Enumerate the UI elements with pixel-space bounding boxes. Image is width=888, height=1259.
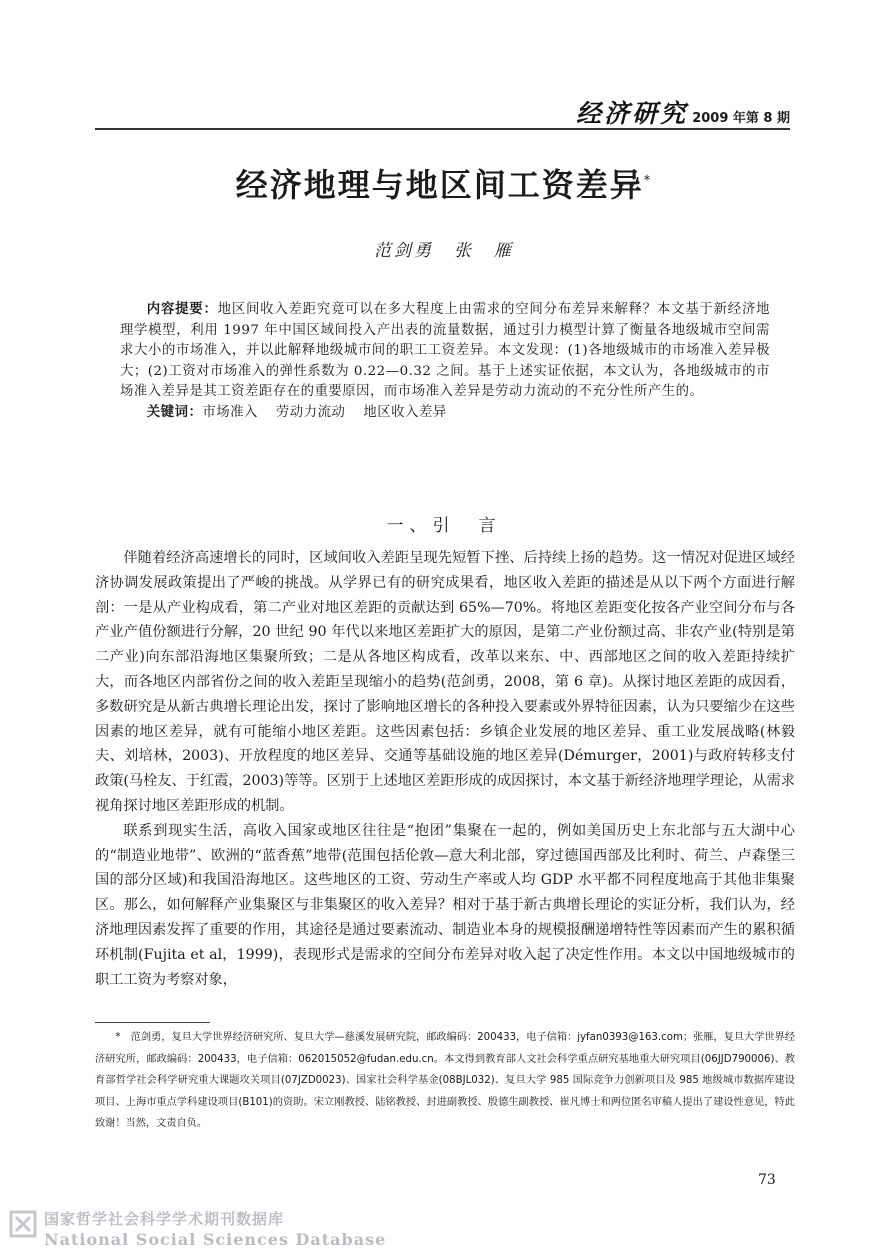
header-divider <box>95 128 790 130</box>
body-paragraph: 伴随着经济高速增长的同时，区域间收入差距呈现先短暂下挫、后持续上扬的趋势。这一情况对促进区域经济协调发展政策提出了严峻的挑战。从学界已有的研究成果看，地区收入差距的描述是从以下两个方面进行解剖：一是从产业构成看，第二产业对地区差距的贡献达到 65%—70%。将地区差距变化按各产业空间分布与各产业产值份额进行分解，20 世纪 90 年代以来地区差距扩大的原因，是第二产业份额过高、非农产业(特别是第二产业)向东部沿海地区集聚所致；二是从各地区构成看，改革以来东、中、西部地区之间的收入差距持续扩大，而各地区内部省份之间的收入差距呈现缩小的趋势(范剑勇，2008，第 6 章)。从探讨地区差距的成因看，多数研究是从新古典增长理论出发，探讨了影响地区增长的各种投入要素或外界特征因素，认为只要缩少在这些因素的地区差异，就有可能缩小地区差距。这些因素包括：乡镇企业发展的地区差异、重工业发展战略(林毅夫、刘培林，2003)、开放程度的地区差异、交通等基础设施的地区差异(Démurger，2001)与政府转移支付政策(马栓友、于红霞，2003)等等。区别于上述地区差距形成的成因探讨，本文基于新经济地理学理论，从需求视角探讨地区差距形成的机制。 <box>95 550 795 814</box>
watermark-cn: 国家哲学社会科学学术期刊数据库 <box>44 1210 285 1228</box>
abstract-text: 地区间收入差距究竟可以在多大程度上由需求的空间分布差异来解释？本文基于新经济地理学模型，利用 1997 年中国区域间投入产出表的流量数据，通过引力模型计算了衡量各地级城市空间需求大小的市场准入，并以此解释地级城市间的职工工资差异。本文发现：(1)各地级城市的市场准入差异极大；(2)工资对市场准入的弹性系数为 0.22—0.32 之间。基于上述实证依据，本文认为，各地级城市的市场准入差异是其工资差距存在的重要原因，而市场准入差异是劳动力流动的不充分性所产生的。 <box>120 302 771 400</box>
journal-header <box>555 94 790 130</box>
article-authors: 范剑勇 张 雁 <box>374 241 514 261</box>
abstract-label: 内容提要： <box>146 302 218 317</box>
page-number: 73 <box>758 1172 776 1188</box>
body-text <box>95 546 795 992</box>
footnote-text: * 范剑勇，复旦大学世界经济研究所、复旦大学—慈溪发展研究院，邮政编码：200433，电子信箱：jyfan0393@163.com；张雁，复旦大学世界经济研究所，邮政编码：200433，电子信箱：062015052@fudan.edu.cn。本文得到教育部人文社会科学重点研究基地重大研究项目(06JJD790006)、教育部哲学社会科学研究重大课题攻关项目(07JZD0023)、国家社会科学基金(08BJL032)、复旦大学 985 国际竞争力创新项目及 985 地级城市数据库建设项目、上海市重点学科建设项目(B101)的资助。宋立刚教授、陆铭教授、封进副教授、殷德生副教授、崔凡博士和两位匿名审稿人提出了建设性意见，特此致谢！当然，文责自负。 <box>95 1032 795 1129</box>
keyword-item: 地区收入差异 <box>363 404 447 420</box>
journal-issue: 2009 年第 8 期 <box>692 111 790 126</box>
keywords <box>120 403 770 424</box>
keywords-label: 关键词： <box>146 404 203 420</box>
title-footnote-mark: * <box>643 173 653 189</box>
section-heading: 一、引 言 <box>386 516 502 536</box>
abstract-paragraph <box>120 300 770 403</box>
keyword-item: 劳动力流动 <box>275 404 346 420</box>
article-title <box>0 160 888 206</box>
footnote-divider <box>95 1022 210 1023</box>
database-watermark <box>0 1203 888 1259</box>
abstract <box>120 300 770 424</box>
watermark-text <box>44 1208 386 1249</box>
footnote <box>95 1027 795 1135</box>
body-paragraph: 联系到现实生活，高收入国家或地区往往是“抱团”集聚在一起的，例如美国历史上东北部与五大湖中心的“制造业地带”、欧洲的“蓝香蕉”地带(范围包括伦敦—意大利北部，穿过德国西部及比利时、荷兰、卢森堡三国的部分区域)和我国沿海地区。这些地区的工资、劳动生产率或人均 GDP 水平都不同程度地高于其他非集聚区。那么，如何解释产业集聚区与非集聚区的收入差异？相对于基于新古典增长理论的实证分析，我们认为，经济地理因素发挥了重要的作用，其途径是通过要素流动、制造业本身的规模报酬递增特性等因素而产生的累积循环机制(Fujita et al，1999)，表现形式是需求的空间分布差异对收入起了决定性作用。本文以中国地级城市的职工工资为考察对象， <box>95 822 795 988</box>
keyword-item: 市场准入 <box>202 404 258 420</box>
journal-logo: 经济研究 <box>576 99 689 128</box>
watermark-en: National Social Sciences Database <box>44 1230 387 1249</box>
database-logo-icon <box>8 1209 38 1239</box>
article-title-text: 经济地理与地区间工资差异 <box>235 166 644 204</box>
